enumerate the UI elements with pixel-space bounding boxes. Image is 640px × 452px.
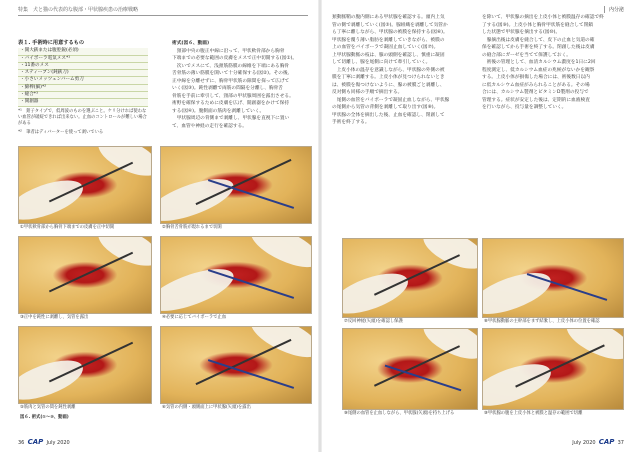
table-title: 表１. 手術時に用意するもの [18, 40, 85, 46]
text-line: 甲状腺の全体を摘出した後、止血を確認し、閉創して [332, 112, 445, 118]
text-line: を行いながら、投与量を調整していく。 [482, 105, 567, 110]
text-line: 管の側で剥離していく(図⑤)。腺組織を剥離して気管か [332, 22, 448, 28]
text-line: は、被膜を傷つけないように、腺の被膜ごと剥離し、 [332, 82, 445, 88]
text-line: 下端までの必要な範囲の皮膚をメスで正中切開する(図①)。 [172, 56, 298, 61]
photo-caption: ③正中を鈍性に剥離し、気管を露出 [20, 315, 89, 320]
text-line: を除いて、甲状腺の摘出を上皮小体と被膜温存の確認で終 [482, 15, 604, 20]
text-line: 合には、カルシウム製剤とビタミンD製剤の投与で [482, 90, 589, 95]
photo-caption: ④必要に応じてバイポーラで止血 [162, 315, 227, 320]
text-line: 管理する。症状が安定した後は、定期的に血液検査 [482, 97, 590, 103]
table-row: ・綿棒(細)*² [18, 85, 148, 92]
folio-left [18, 438, 70, 446]
page-gutter [318, 0, 322, 452]
supplies-table [18, 40, 148, 136]
text-line: の縫合部にガーゼを当てて保護しておく。 [482, 52, 571, 58]
text-line: した状態で甲状腺を摘出する(図⑩)。 [482, 30, 561, 35]
surgery-photo-9 [342, 328, 478, 410]
photo-caption: ②胸骨舌骨筋が現れるまで切開 [162, 225, 222, 230]
text-line: 舌骨筋の薄い筋膜を開いて十分確保する(図②)。その後、 [172, 71, 293, 76]
text-line: 上甲状腺動脈の枝は、腺の頭側を確認し、慎重に凝固 [332, 52, 445, 58]
text-line: 甲状腺周辺の背側まで剥離し、甲状腺を直視下に置い [172, 116, 290, 121]
text-line: 術後の管理として、血清カルシウム濃度を1日に2回 [482, 60, 596, 65]
text-line: する(図④)。腹側面の筋肉を剥離していく。 [172, 108, 265, 114]
text-line: 上皮小体の温存を意識しながら、甲状腺の外側の被 [332, 67, 445, 73]
text-line: 頚動脈鞘の腹内側にある甲状腺を確認する。頭内上気 [332, 15, 445, 20]
body-column-right-2 [482, 14, 622, 112]
surgery-photo-6 [160, 326, 312, 404]
surgery-photo-7 [342, 238, 478, 318]
text-line: ら丁寧に離しながら、甲状腺の被膜を保持する(図⑥)。 [332, 30, 448, 35]
folio-right [572, 438, 624, 446]
running-head: 特集 犬と猫の代表的な腹部・甲状腺疾患の治療戦略 [18, 6, 308, 16]
text-line: に低カルシウム血症がみられることがある。その場 [482, 82, 590, 88]
table-row: ・バイポーラ電気メス*¹ [18, 56, 148, 63]
body-column-left [172, 40, 312, 130]
figure-label: 図６. 術式(①〜⑩、動画) [20, 415, 69, 420]
photo-caption: ⑨尾側の血管を止血しながら、甲状腺(矢頭)を持ち上げる [344, 411, 455, 416]
surgery-photo-4 [160, 236, 312, 314]
surgery-photo-10 [482, 328, 624, 410]
text-line: の尾側から気管の背側を剥離して取り出す(図⑧)。 [332, 105, 439, 110]
text-line: 正中線を分離せずに、胸骨甲状筋の隙間を探って広げて [172, 78, 290, 84]
text-line: 次いでメスにて、浅頚筋筋膜の線維を下端にある胸骨 [172, 63, 290, 69]
magazine-logo: CAP [27, 438, 44, 446]
text-line: 膜を丁寧に剥離する。上皮小体が見つけられないとき [332, 75, 445, 80]
surgery-photo-2 [160, 146, 312, 224]
magazine-logo: CAP [598, 438, 615, 446]
surgery-photo-1 [18, 146, 152, 224]
text-line: 反対側も同様の手順で摘出する。 [332, 90, 403, 95]
table-row: ・11番のメス [18, 63, 148, 70]
text-line: 上の血管をバイポーラで凝固止血していく(図⑦)。 [332, 45, 439, 50]
page-number: 36 [18, 440, 25, 446]
body-column-right-1 [332, 14, 468, 127]
surgery-photo-3 [18, 236, 152, 314]
photo-caption: ⑤筋肉と気管の間を鈍性剥離 [20, 405, 76, 410]
text-line: 程度測定し、低カルシウム血症の兆候がないかを観察 [482, 67, 595, 73]
text-line: 保を確認してから手術を終了する。閉創した後は皮膚 [482, 45, 595, 50]
table-row: ・小さいメッツェンバーム剪刀 [18, 77, 148, 84]
photo-caption: ⑦反回神経(矢頭)を確認し保護 [344, 319, 403, 324]
surgery-photo-8 [482, 238, 624, 318]
surgery-photo-5 [18, 326, 152, 404]
text-line: 術野を確保するために皮膚を広げ、開創器をかけて保持 [172, 101, 290, 106]
table-row: ・縫合*³ [18, 92, 148, 99]
text-line: 骨筋を手前に牽引して、頸部の甲状腺周囲を露出させる。 [172, 93, 294, 99]
text-line: 甲状腺を覆う薄い脂肪を剥離していきながら、被膜の [332, 37, 445, 43]
photo-caption: ⑧甲状腺動脈の主幹部をまず結紮し、上皮小体の位置を確認 [484, 319, 600, 324]
table-row: ・開創器 [18, 99, 148, 106]
text-line: 頸部中央の腹正中線に沿って、甲状軟骨部から胸骨 [172, 48, 285, 54]
photo-caption: ⑥気管の内側・頭側面上に甲状腺(矢頭)を露出 [162, 405, 251, 410]
issue-date: July 2020 [46, 440, 70, 446]
photo-caption: ①甲状軟骨部から胸骨下端までの皮膚を正中切開 [20, 225, 115, 230]
photo-caption: ⑩甲状腺の腹を上皮小体と被膜と温存の範囲で切離 [484, 411, 583, 416]
table-note: *² 筆者はディバーターを使って剥いでいる [18, 129, 104, 135]
text-line: 手術を終了する。 [332, 120, 370, 125]
text-line: 腺摘出後は皮膚を縫合して、皮下の止血と気道の確 [482, 37, 595, 43]
text-line: 了する(図⑨)。上皮小体と胸骨甲状筋を縫合して閉鎖 [482, 22, 593, 28]
section-tab: 内分泌 [604, 6, 624, 13]
text-line: して切離し、腺を尾側に向けて牽引していく。 [332, 60, 431, 65]
section-heading: 術式(図６、動画) [172, 41, 210, 46]
text-line: する。上皮小体が損傷した場合には、術後数日以内 [482, 75, 590, 80]
text-line: て、血管や神経の走行を確認する。 [172, 123, 247, 129]
page-number: 37 [617, 440, 624, 446]
text-line: 尾側の血管をバイポーラで凝固止血しながら、甲状腺 [332, 97, 450, 103]
issue-date: July 2020 [572, 440, 596, 446]
table-note: *¹ 鉗子タイプで、低周波のものを選ぶこと。ケリ分ければ使わない血管が破綻できれば出来ない。止血のコントロールが難しい場合がある [18, 108, 147, 127]
table-row: ・スティーブン(鈍鋏刀) [18, 70, 148, 77]
table-row: ・開大鋏または腹腔鋭(必須) [18, 48, 148, 55]
text-line: いく(図③)。鈍性剥離で両筋の間隔を分離し、胸骨舌 [172, 86, 283, 91]
